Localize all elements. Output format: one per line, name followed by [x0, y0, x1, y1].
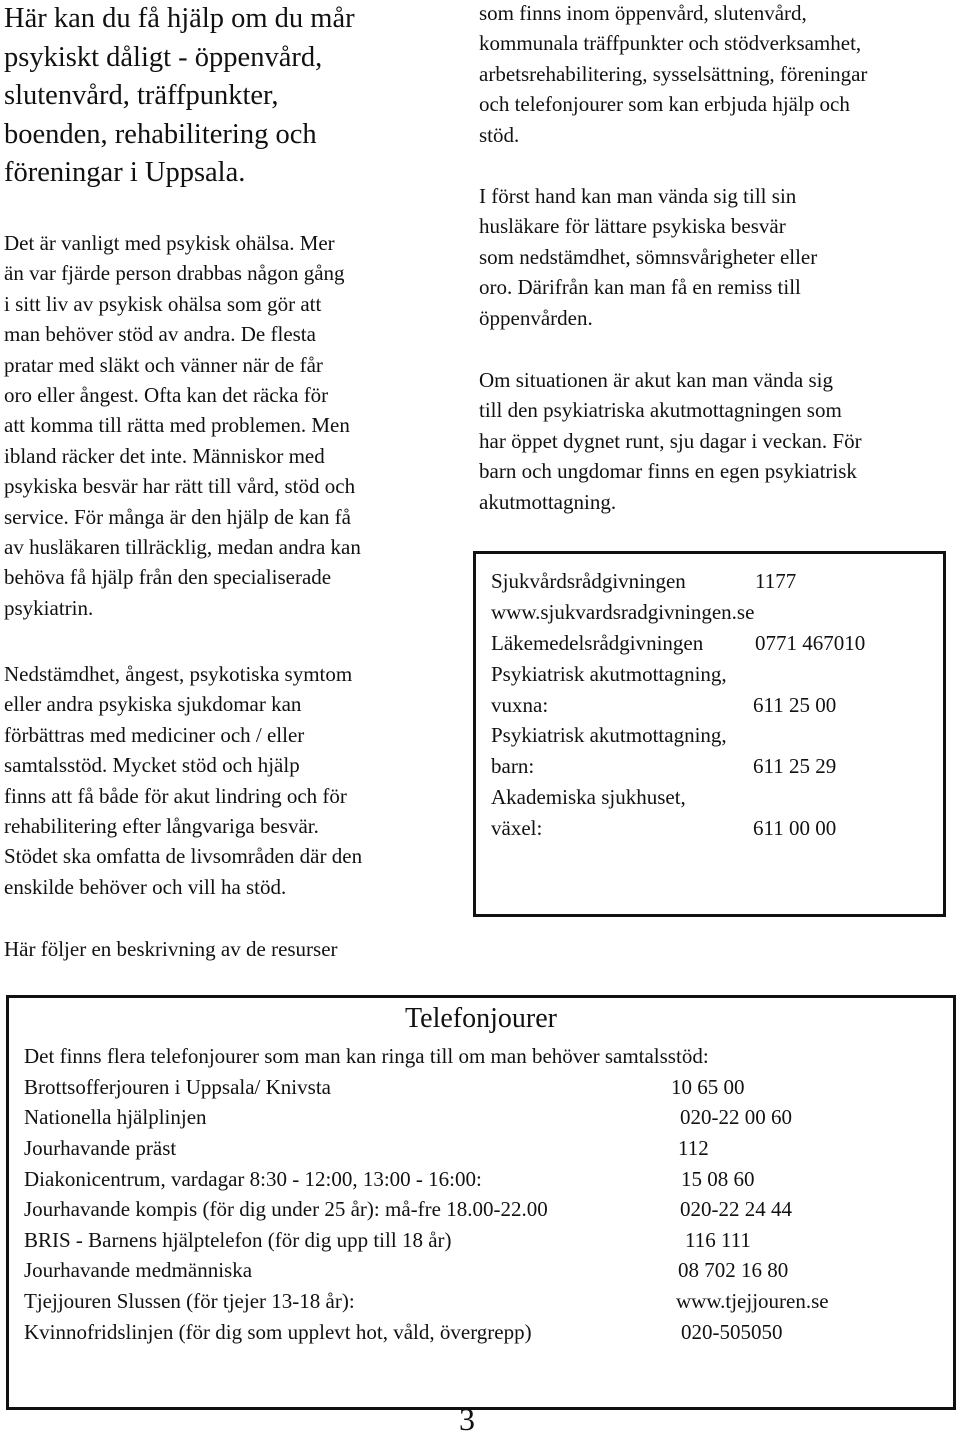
- text-line: av husläkaren tillräcklig, medan andra kan: [4, 535, 361, 560]
- contact-label: Läkemedelsrådgivningen: [491, 630, 704, 655]
- resources-intro-paragraph: [4, 934, 454, 964]
- hotlines-list: [24, 1072, 943, 1348]
- intro-paragraph: [4, 228, 454, 623]
- text-line: till den psykiatriska akutmottagningen som: [479, 398, 842, 423]
- contact-label: barn:: [491, 754, 535, 779]
- heading-line: slutenvård, träffpunkter,: [4, 80, 279, 112]
- text-line: behöva få hjälp från den specialiserade: [4, 565, 332, 590]
- hotline-number: 020-505050: [681, 1319, 783, 1344]
- hotline-row: [24, 1255, 943, 1286]
- resources-paragraph: [479, 0, 949, 150]
- hotline-name: Kvinnofridslinjen (för dig som upplevt hot, våld, övergrepp): [24, 1319, 532, 1344]
- hotlines-box: [6, 995, 956, 1410]
- hotline-row: [24, 1286, 943, 1317]
- hotline-name: Tjejjouren Slussen (för tjejer 13-18 år):: [24, 1289, 355, 1314]
- hotline-number: 112: [678, 1135, 709, 1160]
- text-line: psykiska besvär har rätt till vård, stöd och: [4, 474, 356, 499]
- text-line: ibland räcker det inte. Människor med: [4, 443, 325, 468]
- text-line: öppenvården.: [479, 305, 593, 330]
- hotline-number: 020-22 24 44: [680, 1197, 792, 1222]
- text-line: service. För många är den hjälp de kan få: [4, 504, 351, 529]
- hotlines-title: Telefonjourer: [405, 1003, 557, 1034]
- hotline-name: BRIS - Barnens hjälptelefon (för dig upp till 18 år): [24, 1227, 452, 1252]
- contact-row: [491, 597, 933, 628]
- contact-value: 611 25 00: [753, 692, 837, 717]
- text-line: har öppet dygnet runt, sju dagar i veckan. För: [479, 428, 862, 453]
- hotline-number: 020-22 00 60: [680, 1105, 792, 1130]
- contact-label: Psykiatrisk akutmottagning,: [491, 723, 727, 748]
- text-line: än var fjärde person drabbas någon gång: [4, 261, 345, 286]
- text-line: Stödet ska omfatta de livsområden där den: [4, 844, 363, 869]
- contact-label: Sjukvårdsrådgivningen: [491, 569, 686, 593]
- text-line: Det är vanligt med psykisk ohälsa. Mer: [4, 231, 335, 255]
- text-line: förbättras med mediciner och / eller: [4, 722, 305, 747]
- hotline-row: [24, 1194, 943, 1225]
- text-line: pratar med släkt och vänner när de får: [4, 352, 323, 377]
- hotline-row: [24, 1225, 943, 1256]
- hotline-number: 10 65 00: [671, 1074, 745, 1099]
- contact-row: [491, 720, 933, 751]
- text-line: barn och ungdomar finns en egen psykiatrisk: [479, 459, 857, 484]
- hotline-website-link[interactable]: www.tjejjouren.se: [676, 1289, 829, 1314]
- text-line: stöd.: [479, 122, 520, 147]
- hotline-row: [24, 1072, 943, 1103]
- hotline-row: [24, 1164, 943, 1195]
- text-line: man behöver stöd av andra. De flesta: [4, 322, 316, 347]
- text-line: samtalsstöd. Mycket stöd och hjälp: [4, 753, 300, 778]
- contact-link[interactable]: www.sjukvardsradgivningen.se: [491, 599, 755, 624]
- text-line: och telefonjourer som kan erbjuda hjälp och: [479, 92, 850, 117]
- text-line: Om situationen är akut kan man vända sig: [479, 368, 833, 392]
- text-line: att komma till rätta med problemen. Men: [4, 413, 350, 438]
- text-line: eller andra psykiska sjukdomar kan: [4, 692, 302, 717]
- text-line: kommunala träffpunkter och stödverksamhet,: [479, 31, 862, 56]
- heading-line: boenden, rehabilitering och: [4, 118, 317, 150]
- treatment-paragraph: [4, 659, 454, 902]
- hotline-name: Nationella hjälplinjen: [24, 1105, 207, 1130]
- text-line: i sitt liv av psykisk ohälsa som gör att: [4, 291, 322, 316]
- hotline-row: [24, 1102, 943, 1133]
- hotline-name: Jourhavande präst: [24, 1135, 177, 1160]
- hotline-name: Brottsofferjouren i Uppsala/ Knivsta: [24, 1074, 331, 1099]
- hotline-name: Jourhavande medmänniska: [24, 1258, 253, 1283]
- contact-row: [491, 628, 933, 659]
- text-line: akutmottagning.: [479, 489, 617, 514]
- text-line: enskilde behöver och vill ha stöd.: [4, 874, 287, 899]
- contact-info-box: [473, 551, 946, 917]
- heading-line: föreningar i Uppsala.: [4, 157, 246, 189]
- contact-value: 611 00 00: [753, 816, 837, 841]
- contact-label: Akademiska sjukhuset,: [491, 785, 686, 810]
- text-line: arbetsrehabilitering, sysselsättning, föreningar: [479, 61, 868, 86]
- text-line: husläkare för lättare psykiska besvär: [479, 214, 786, 239]
- hotline-number: 08 702 16 80: [678, 1258, 789, 1283]
- gp-paragraph: [479, 181, 949, 333]
- contact-label: växel:: [491, 816, 543, 841]
- hotline-name: Jourhavande kompis (för dig under 25 år): må-fre 18.00-22.00: [24, 1197, 548, 1222]
- text-line: Här följer en beskrivning av de resurser: [4, 937, 338, 961]
- text-line: psykiatrin.: [4, 595, 94, 620]
- text-line: oro. Därifrån kan man få en remiss till: [479, 275, 801, 300]
- text-line: oro eller ångest. Ofta kan det räcka för: [4, 383, 329, 408]
- text-line: som nedstämdhet, sömnsvårigheter eller: [479, 244, 818, 269]
- text-line: rehabilitering efter långvariga besvär.: [4, 814, 319, 839]
- heading-line: psykiskt dåligt - öppenvård,: [4, 41, 323, 73]
- contact-value: 1177: [755, 569, 797, 593]
- hotline-number: 116 111: [685, 1227, 751, 1252]
- heading-line: Här kan du få hjälp om du mår: [4, 3, 355, 34]
- emergency-paragraph: [479, 365, 949, 517]
- contact-value: 0771 467010: [755, 630, 866, 655]
- text-line: Nedstämdhet, ångest, psykotiska symtom: [4, 662, 353, 686]
- hotline-name: Diakonicentrum, vardagar 8:30 - 12:00, 13:00 - 16:00:: [24, 1166, 482, 1191]
- contact-label: vuxna:: [491, 692, 549, 717]
- hotline-row: [24, 1133, 943, 1164]
- contact-row: [491, 690, 933, 721]
- page-number: 3: [459, 1401, 475, 1437]
- contact-label: Psykiatrisk akutmottagning,: [491, 661, 727, 686]
- contact-row: [491, 659, 933, 690]
- text-line: finns att få både för akut lindring och för: [4, 783, 347, 808]
- page-heading: [4, 0, 444, 193]
- contact-row: [491, 751, 933, 782]
- hotline-number: 15 08 60: [681, 1166, 755, 1191]
- contact-value: 611 25 29: [753, 754, 837, 779]
- text-line: som finns inom öppenvård, slutenvård,: [479, 1, 807, 25]
- contact-row: [491, 782, 933, 813]
- hotline-row: [24, 1317, 943, 1348]
- text-line: I först hand kan man vända sig till sin: [479, 184, 797, 208]
- contact-row: [491, 566, 933, 597]
- hotlines-intro: Det finns flera telefonjourer som man kan ringa till om man behöver samtalsstöd:: [24, 1044, 709, 1068]
- contact-row: [491, 813, 933, 844]
